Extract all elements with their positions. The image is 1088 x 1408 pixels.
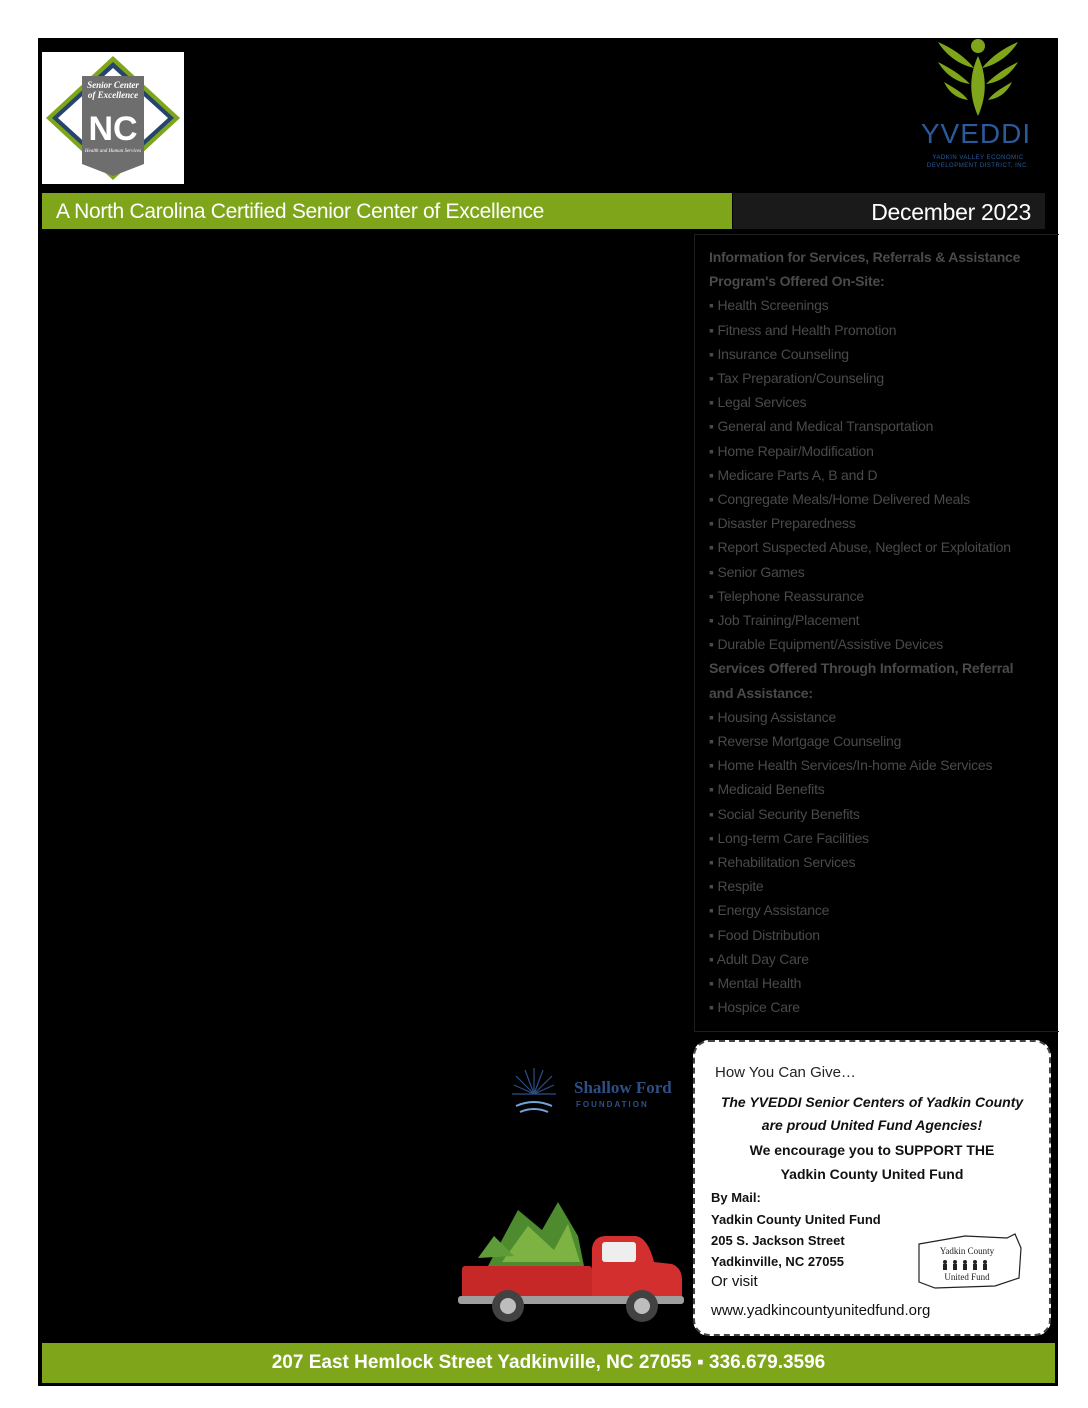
onsite-service-item: ▪ Durable Equipment/Assistive Devices [709, 636, 944, 653]
referral-service-item: ▪ Adult Day Care [709, 950, 809, 967]
issue-date: December 2023 [871, 199, 1031, 225]
banner-text: A North Carolina Certified Senior Center of Excellence [56, 200, 545, 223]
referral-service-item: ▪ Mental Health [709, 975, 802, 992]
united-fund-link[interactable]: www.yadkincountyunitedfund.org [711, 1302, 931, 1319]
onsite-service-item: ▪ Report Suspected Abuse, Neglect or Exploitation [709, 539, 1011, 556]
footer-address: 207 East Hemlock Street Yadkinville, NC 27055 ▪ 336.679.3596 [271, 1352, 826, 1373]
referral-heading-1: Services Offered Through Information, Referral [709, 660, 1014, 677]
onsite-items [709, 293, 1049, 656]
referral-service-item: ▪ Food Distribution [709, 926, 820, 943]
mail-street: 205 S. Jackson Street [711, 1233, 845, 1248]
services-list [709, 245, 1049, 1020]
onsite-service-item: ▪ Fitness and Health Promotion [709, 321, 897, 338]
senior-center-seal-logo [42, 52, 184, 184]
give-line-2: are proud United Fund Agencies! [761, 1117, 983, 1133]
yveddi-subtitle: YADKIN VALLEY ECONOMIC DEVELOPMENT DISTRICT, INC. [926, 155, 1030, 169]
referral-service-item: ▪ Home Health Services/In-home Aide Services [709, 757, 993, 774]
services-heading: Information for Services, Referrals & Assistance [709, 249, 1021, 265]
onsite-service-item: ▪ Medicare Parts A, B and D [709, 466, 878, 483]
referral-service-item: ▪ Housing Assistance [709, 708, 837, 725]
seal-nc: NC [88, 110, 138, 148]
referral-service-item: ▪ Rehabilitation Services [709, 854, 856, 871]
mail-name: Yadkin County United Fund [711, 1212, 881, 1227]
christmas-truck-illustration [458, 1196, 690, 1334]
give-title: How You Can Give… [715, 1064, 856, 1081]
onsite-service-item: ▪ General and Medical Transportation [709, 418, 934, 435]
onsite-heading: Program's Offered On-Site: [709, 273, 885, 290]
yveddi-wordmark: YVEDDI [920, 118, 1032, 149]
referral-service-item: ▪ Medicaid Benefits [709, 781, 825, 798]
mail-city: Yadkinville, NC 27055 [711, 1254, 844, 1269]
onsite-service-item: ▪ Senior Games [709, 563, 805, 580]
services-column [694, 234, 1059, 1032]
how-you-can-give-box [693, 1040, 1051, 1336]
or-visit: Or visit [711, 1273, 758, 1290]
sunburst-icon [512, 1066, 556, 1122]
referral-service-item: ▪ Hospice Care [709, 999, 800, 1016]
onsite-service-item: ▪ Congregate Meals/Home Delivered Meals [709, 491, 970, 508]
referral-heading-2: and Assistance: [709, 684, 813, 701]
seal-line-hhs: Health and Human Services [84, 149, 142, 154]
newsletter-page [38, 38, 1058, 1386]
uf-line-2: United Fund [944, 1272, 990, 1282]
referral-service-item: ▪ Long-term Care Facilities [709, 829, 869, 846]
seal-line-2: of Excellence [87, 90, 139, 100]
referral-service-item: ▪ Respite [709, 878, 764, 895]
mail-label: By Mail: [711, 1190, 761, 1205]
onsite-service-item: ▪ Home Repair/Modification [709, 442, 874, 459]
united-fund-logo [915, 1232, 1027, 1294]
onsite-service-item: ▪ Tax Preparation/Counseling [709, 370, 884, 387]
give-line-3: We encourage you to SUPPORT THE [749, 1142, 995, 1158]
footer-bar [42, 1343, 1055, 1383]
onsite-service-item: ▪ Job Training/Placement [709, 612, 860, 629]
referral-service-item: ▪ Reverse Mortgage Counseling [709, 733, 902, 750]
onsite-service-item: ▪ Legal Services [709, 394, 807, 411]
seal-line-1: Senior Center [87, 80, 139, 90]
title-banner [42, 193, 732, 229]
referral-service-item: ▪ Energy Assistance [709, 902, 830, 919]
sponsor-sub: FOUNDATION [576, 1100, 649, 1109]
sponsor-name: Shallow Ford [574, 1078, 672, 1097]
onsite-service-item: ▪ Disaster Preparedness [709, 515, 856, 532]
date-box [733, 193, 1045, 229]
onsite-service-item: ▪ Telephone Reassurance [709, 587, 864, 604]
onsite-service-item: ▪ Health Screenings [709, 297, 829, 314]
referral-items [709, 705, 1049, 1020]
referral-service-item: ▪ Social Security Benefits [709, 805, 860, 822]
give-line-4: Yadkin County United Fund [780, 1166, 964, 1182]
give-line-1: The YVEDDI Senior Centers of Yadkin County [720, 1094, 1024, 1110]
uf-line-1: Yadkin County [939, 1246, 995, 1256]
onsite-service-item: ▪ Insurance Counseling [709, 345, 849, 362]
